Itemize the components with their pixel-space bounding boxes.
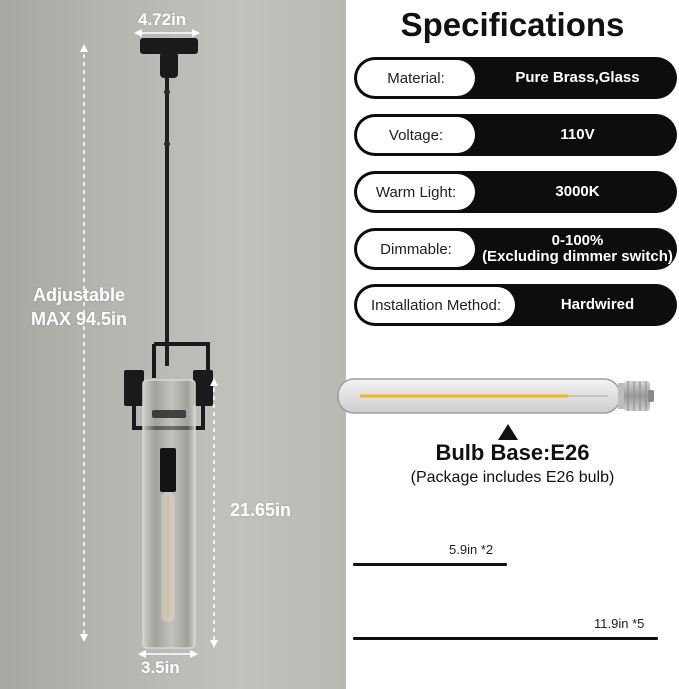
spec-label: Installation Method:: [357, 287, 515, 323]
e26-tube-bulb-illustration: [330, 363, 663, 433]
spec-value-line2: (Excluding dimmer switch): [482, 248, 673, 265]
spec-label: Dimmable:: [357, 231, 475, 267]
spec-value: Hardwired: [560, 296, 635, 313]
frame-right-block: [193, 370, 213, 406]
adjustable-label-line2: MAX 94.5in: [31, 309, 128, 329]
spec-value: 110V: [560, 126, 595, 143]
triangle-pointer-icon: [498, 424, 518, 440]
spec-value-line1: 0-100%: [551, 232, 604, 249]
spec-row-voltage: [354, 114, 677, 156]
rod-short: [353, 563, 507, 566]
rod-short-label: 5.9in *2: [449, 542, 494, 557]
canopy-plate: [140, 38, 198, 54]
spec-row-material: [354, 57, 677, 99]
spec-row-installation: [354, 284, 677, 326]
bulb-package-note: (Package includes E26 bulb): [410, 469, 615, 486]
bulb-screw-base: [624, 381, 654, 411]
specifications-title: Specifications: [400, 6, 625, 43]
down-rod: [165, 76, 169, 366]
spec-row-dimmable: [354, 228, 677, 270]
canopy-mount: [160, 52, 178, 78]
canopy-width-label: 4.72in: [138, 10, 187, 29]
adjustable-label-line1: Adjustable: [33, 285, 126, 305]
rod-long-label: 11.9in *5: [594, 616, 645, 631]
bulb-socket: [160, 448, 176, 492]
spec-label: Warm Light:: [357, 174, 475, 210]
spec-value: 3000K: [555, 183, 600, 200]
bulb-base-label: Bulb Base:E26: [435, 440, 590, 465]
spec-value: Pure Brass,Glass: [515, 69, 640, 86]
spec-label: Voltage:: [357, 117, 475, 153]
spec-row-warm-light: [354, 171, 677, 213]
shade-width-label: 3.5in: [141, 658, 180, 677]
shade-height-label: 21.65in: [230, 500, 292, 520]
spec-value: [478, 228, 677, 270]
rod-long: [353, 637, 658, 640]
spec-label: Material:: [357, 60, 475, 96]
frame-left-block: [124, 370, 144, 406]
